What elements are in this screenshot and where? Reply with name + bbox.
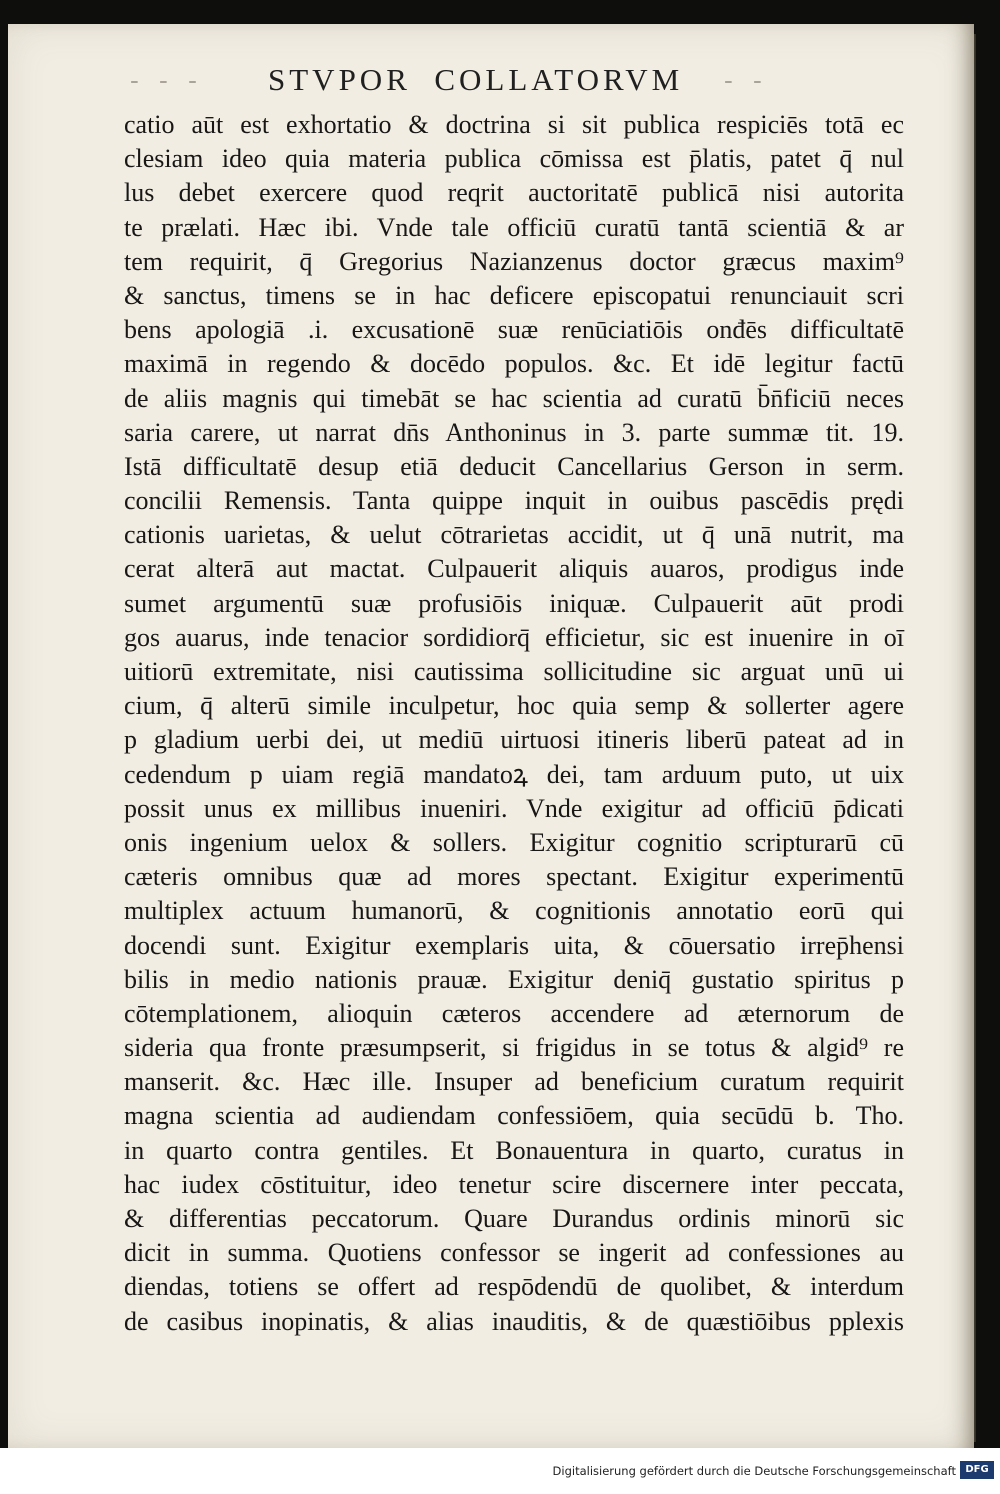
text-line: maximā in regendo & docēdo populos. &c. Et idē legitur factū [124,349,904,379]
text-line: lus debet exercere quod reqrit auctoritatē publicā nisi autorita [124,178,904,208]
text-line: gos auarus, inde tenacior sordidiorq̄ efficietur, sic est inuenire in oī [124,622,904,652]
footer-bar [0,1448,1000,1494]
text-line: catio aūt est exhortatio & doctrina si sit publica respiciēs totā ec [124,110,904,139]
text-line: in quarto contra gentiles. Et Bonauentura in quarto, curatus in [124,1135,904,1165]
text-line: cæteris omnibus quæ ad mores spectant. Exigitur experimentū [124,862,904,892]
running-head-ornament-left: - - - [130,66,203,96]
text-line: bilis in medio nationis prauæ. Exigitur deniq̄ gustatio spiritus p [124,964,904,994]
dfg-logo-icon: DFG [960,1461,994,1479]
text-line: cōtemplationem, alioquin cæteros accendere ad æternorum de [124,998,904,1028]
text-line: cationis uarietas, & uelut cōtrarietas accidit, ut q̄ unā nutrit, ma [124,520,904,550]
text-line: de aliis magnis qui timebāt se hac scientia ad curatū b̄n̄ficiū neces [124,383,904,413]
text-line: onis ingenium uelox & sollers. Exigitur cognitio scripturarū cū [124,827,904,857]
text-line: clesiam ideo quia materia publica cōmissa est p̄latis, patet q̄ nul [124,144,904,174]
text-line: possit unus ex millibus inueniri. Vnde exigitur ad officiū p̄dicati [124,793,904,823]
text-line: de casibus inopinatis, & alias inauditis, & de quæstiōibus pplexis [124,1306,904,1336]
text-line: manserit. &c. Hæc ille. Insuper ad beneficium curatum requirit [124,1067,904,1097]
text-line: bens apologiā .i. excusationē suæ renūciatiōis onđēs difficultatē [124,315,904,345]
text-line: saria carere, ut narrat dn̄s Anthoninus in 3. parte summæ tit. 19. [124,417,904,447]
running-head-ornament-right: - - [724,66,768,96]
text-line: diendas, totiens se offert ad respōdendū de quolibet, & interdum [124,1272,904,1302]
text-line: concilii Remensis. Tanta quippe inquit in ouibus pascēdis prędi [124,486,904,516]
text-line: te prælati. Hæc ibi. Vnde tale officiū curatū tantā scientiā & ar [124,212,904,242]
running-head: STVPOR COLLATORVM [268,62,684,97]
text-line: & differentias peccatorum. Quare Durandus ordinis minorū sic [124,1204,904,1233]
text-line: hac iudex cōstituitur, ideo tenetur scire discernere inter peccata, [124,1169,904,1199]
text-line: multiplex actuum humanorū, & cognitionis annotatio eorū qui [124,896,904,926]
text-line: sumet argumentū suæ profusiōis iniquæ. Culpauerit aūt prodi [124,588,904,618]
text-line: p gladium uerbi dei, ut mediū uirtuosi itineris liberū pateat ad in [124,725,904,755]
text-line: cium, q̄ alterū simile inculpetur, hoc quia semp & sollerter agere [124,691,904,721]
text-line: uitiorū extremitate, nisi cautissima sollicitudine sic arguat unū ui [124,657,904,686]
text-line: magna scientia ad audiendam confessiōem, quia secūdū b. Tho. [124,1101,904,1131]
text-line: sideria qua fronte præsumpserit, si frigidus in se totus & algid⁹ re [124,1033,904,1063]
text-line: tem requirit, q̄ Gregorius Nazianzenus doctor græcus maxim⁹ [124,246,904,276]
text-block [124,108,904,1339]
footer-credit: Digitalisierung gefördert durch die Deutsche Forschungsgemeinschaft [552,1464,956,1478]
text-line: Istā difficultatē desup etiā deducit Cancellarius Gerson in serm. [124,451,904,481]
text-line: cerat alterā aut mactat. Culpauerit aliquis auaros, prodigus inde [124,554,904,584]
text-line: cedendum p uiam regiā mandatoꝝ dei, tam arduum puto, ut uix [124,759,904,789]
text-line: dicit in summa. Quotiens confessor se ingerit ad confessiones au [124,1238,904,1268]
text-line: & sanctus, timens se in hac deficere episcopatui renunciauit scri [124,280,904,310]
text-line: docendi sunt. Exigitur exemplaris uita, & cōuersatio irrep̄hensi [124,930,904,960]
